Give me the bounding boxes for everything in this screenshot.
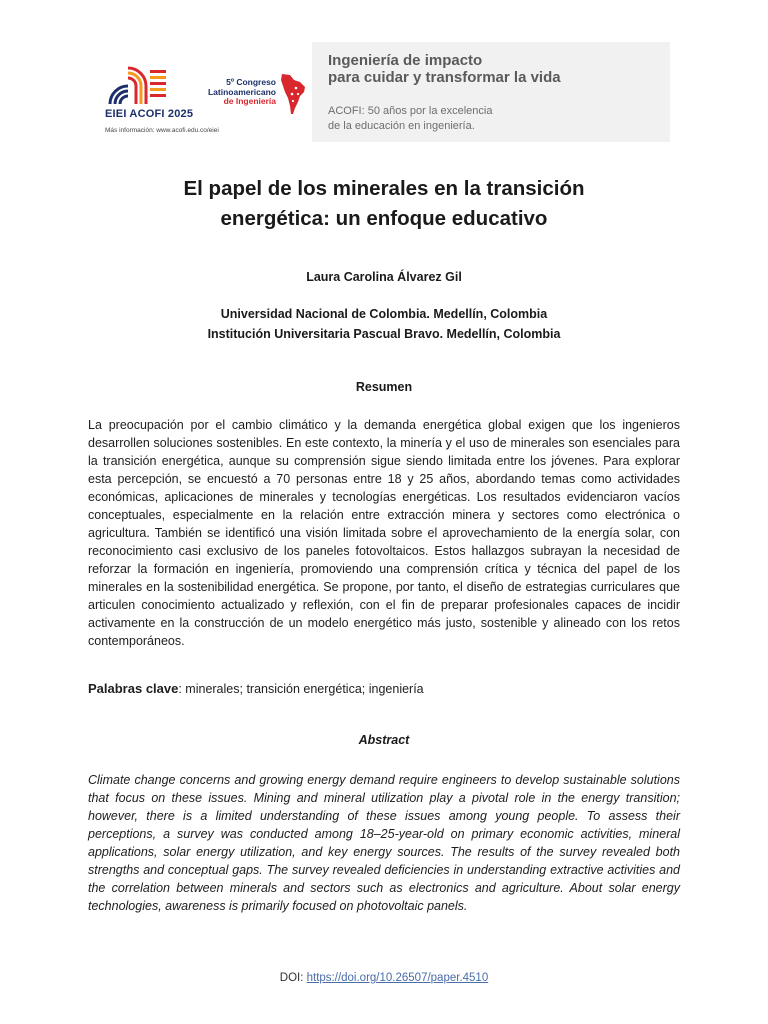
- affiliation-2: Institución Universitaria Pascual Bravo. Medellín, Colombia: [207, 327, 561, 341]
- more-info-text: Más información: www.acofi.edu.co/eiei: [105, 127, 219, 134]
- sub-line2: de la educación en ingeniería.: [328, 120, 475, 132]
- resumen-text: La preocupación por el cambio climático y la demanda energética global exigen que los ingenieros desarrollen soluciones sostenibles. En este contexto, la minería y el uso de minerales son esenciales para la transición energética, aunque su comprensión sigue siendo limitada entre los jóvenes. Para explorar esta percepción, se encuestó a 70 personas entre 18 y 25 años, abordando temas como actividades económicas, aplicaciones de minerales y tecnologías energéticas. Los resultados evidenciaron vacíos conceptuales, especialmente en la relación entre extracción minera y sectores como electrónica o agricultura. También se identificó una visión limitada sobre el aprovechamiento de la energía solar, con reconocimiento casi exclusivo de los paneles fotovoltaicos. Estos hallazgos subrayan la necesidad de reforzar la formación en ingeniería, promoviendo una comprensión crítica y técnica del papel de los minerales en la sostenibilidad energética. Se propone, por tanto, el diseño de estrategias curriculares que articulen conocimiento actualizado y reflexión, con el fin de preparar profesionales capaces de incidir activamente en la construcción de un modelo energético más justo, sostenible y alineado con los retos contemporáneos.: [88, 418, 680, 648]
- congreso-line1: 5º Congreso: [226, 77, 276, 87]
- affiliation-1: Universidad Nacional de Colombia. Medellín, Colombia: [220, 307, 548, 321]
- headline-line2: para cuidar y transformar la vida: [328, 69, 561, 86]
- doi-footer: [0, 972, 768, 984]
- abstract-text: Climate change concerns and growing energy demand require engineers to develop sustainable solutions that focus on these issues. Mining and mineral utilization play a pivotal role in the energy transition; however, there is a limited understanding of these issues among young people. To assess their perceptions, a survey was conducted among 18–25-year-old on primary economic activities, mineral applications, solar energy utilization, and key energy sources. The results of the survey revealed both strengths and conceptual gaps. The survey revealed deficiencies in understanding extractive activities and the correlation between minerals and sectors such as electronics and agriculture. About solar energy technologies, awareness is primarily focused on photovoltaic panels.: [88, 773, 680, 913]
- banner-headline: [328, 52, 561, 86]
- keywords-label: Palabras clave: [88, 681, 179, 696]
- abstract-heading: Abstract: [358, 733, 410, 747]
- conference-banner: [96, 42, 670, 142]
- latin-america-map-icon: [278, 72, 308, 116]
- congreso-line3: de Ingeniería: [223, 96, 276, 106]
- congreso-text: [208, 78, 276, 107]
- congreso-line2: Latinoamericano: [207, 86, 276, 97]
- doi-link[interactable]: https://doi.org/10.26507/paper.4510: [306, 972, 489, 984]
- sub-line1: ACOFI: 50 años por la excelencia: [328, 105, 493, 117]
- doi-label: DOI:: [279, 972, 307, 984]
- title-line2: energética: un enfoque educativo: [220, 207, 548, 230]
- resumen-heading: Resumen: [355, 380, 413, 394]
- keywords-text: : minerales; transición energética; ingeniería: [178, 682, 424, 696]
- title-line1: El papel de los minerales en la transición: [183, 177, 585, 200]
- headline-line1: Ingeniería de impacto: [328, 52, 483, 69]
- paper-title: [60, 174, 708, 234]
- banner-slogan-panel: [312, 42, 670, 142]
- banner-subtitle: [328, 104, 492, 134]
- congreso-logo: [200, 78, 310, 114]
- logo-text: EIEI ACOFI 2025: [105, 108, 194, 120]
- author-name: Laura Carolina Álvarez Gil: [306, 270, 462, 284]
- keywords: [88, 680, 680, 698]
- eiei-acofi-logo-icon: [106, 64, 168, 106]
